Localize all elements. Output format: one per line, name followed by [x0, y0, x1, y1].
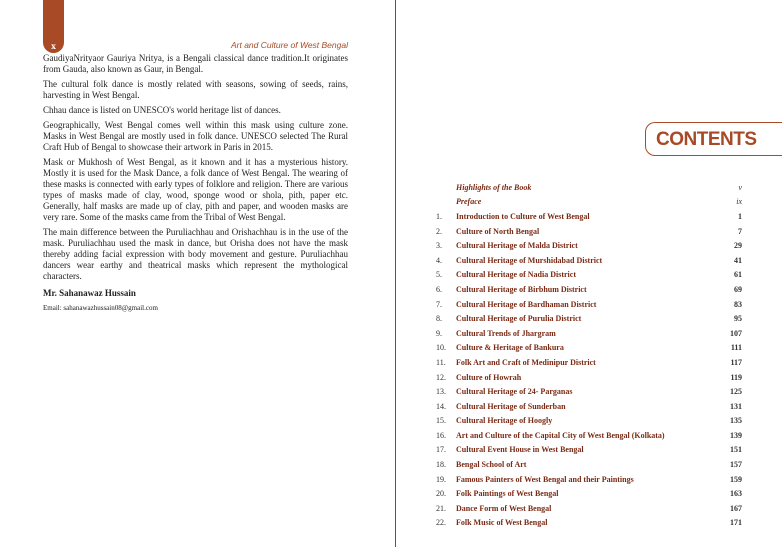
toc-num: 4. [436, 255, 442, 265]
toc-entry[interactable] [436, 355, 742, 370]
toc-num: 8. [436, 314, 442, 324]
toc-entry[interactable] [436, 195, 742, 210]
toc-title: Cultural Trends of Jhargram [456, 328, 556, 338]
toc-title: Folk Music of West Bengal [456, 518, 548, 528]
toc-page: 157 [730, 460, 742, 470]
toc-num: 9. [436, 328, 442, 338]
contents-heading: CONTENTS [645, 122, 782, 156]
toc-num: 17. [436, 445, 446, 455]
toc-num: 21. [436, 503, 446, 513]
toc-title: Folk Paintings of West Bengal [456, 489, 559, 499]
email: Email: sahanawazhussain08@gmail.com [43, 304, 158, 312]
paragraph: Mask or Mukhosh of West Bengal, as it known and it has a mysterious history. Mostly it is used for the Mask Dance, a folk dance of West Bengal. The wearing of these masks is connected with early types of folklore and religion. There are various types of masks made of clay, wood, sponge wood or shola, pith, paper etc. Generally, half masks are made up of clay, pith and paper, and wooden masks are very rare. Some of the masks came from the Tribal of West Bengal. [43, 157, 348, 222]
page-gutter [395, 0, 396, 547]
toc-title: Bengal School of Art [456, 460, 527, 470]
page-number-tab: x [43, 0, 64, 53]
toc-entry[interactable] [436, 326, 742, 341]
toc-num: 1. [436, 211, 442, 221]
toc-entry[interactable] [436, 180, 742, 195]
toc-entry[interactable] [436, 399, 742, 414]
toc-entry[interactable] [436, 209, 742, 224]
toc-num: 5. [436, 270, 442, 280]
toc-title: Famous Painters of West Bengal and their Paintings [456, 474, 634, 484]
toc-entry[interactable] [436, 443, 742, 458]
toc-title: Preface [456, 197, 482, 207]
toc-entry[interactable] [436, 370, 742, 385]
toc-entry[interactable] [436, 311, 742, 326]
toc-entry[interactable] [436, 253, 742, 268]
toc-num: 10. [436, 343, 446, 353]
toc-entry[interactable] [436, 297, 742, 312]
toc-title: Cultural Event House in West Bengal [456, 445, 584, 455]
toc-page: 171 [730, 518, 742, 528]
toc-num: 14. [436, 401, 446, 411]
toc-entry[interactable] [436, 341, 742, 356]
toc-title: Cultural Heritage of Hoogly [456, 416, 553, 426]
paragraph: Geographically, West Bengal comes well within this mask using culture zone. Masks in West Bengal are mostly used in folk dance. UNESCO selected The Rural Craft Hub of Bengal to showcase their artwork in Paris in 2015. [43, 120, 348, 152]
author: Mr. Sahanawaz Hussain [43, 288, 136, 298]
toc-title: Culture of Howrah [456, 372, 522, 382]
toc-entry[interactable] [436, 501, 742, 516]
toc-page: 119 [730, 372, 742, 382]
toc-page: 1 [738, 211, 742, 221]
toc-num: 3. [436, 241, 442, 251]
toc-entry[interactable] [436, 516, 742, 531]
toc-num: 22. [436, 518, 446, 528]
toc-title: Cultural Heritage of Murshidabad District [456, 255, 603, 265]
toc-num: 11. [436, 357, 446, 367]
toc-page: ix [736, 197, 742, 207]
paragraph: The cultural folk dance is mostly related with seasons, sowing of seeds, rains, harvesting in West Bengal. [43, 79, 348, 100]
toc-page: 111 [730, 343, 742, 353]
toc-page: 139 [730, 430, 742, 440]
toc-page: 159 [730, 474, 742, 484]
toc-page: 69 [734, 284, 742, 294]
toc-page: v [738, 182, 742, 192]
toc-page: 61 [734, 270, 742, 280]
toc-entry[interactable] [436, 428, 742, 443]
toc-num: 12. [436, 372, 446, 382]
toc-page: 125 [730, 387, 742, 397]
left-page-body [43, 53, 348, 318]
toc-title: Cultural Heritage of Nadia District [456, 270, 576, 280]
toc-page: 107 [730, 328, 742, 338]
toc-title: Introduction to Culture of West Bengal [456, 211, 590, 221]
toc-entry[interactable] [436, 282, 742, 297]
toc-page: 131 [730, 401, 742, 411]
toc-page: 83 [734, 299, 742, 309]
toc-num: 18. [436, 460, 446, 470]
toc-entry[interactable] [436, 224, 742, 239]
toc-page: 151 [730, 445, 742, 455]
toc-title: Cultural Heritage of Birbhum District [456, 284, 587, 294]
toc-entry[interactable] [436, 414, 742, 429]
paragraph: The main difference between the Puruliachhau and Orishachhau is in the use of the mask. Puruliachhau used the mask in dance, but Orisha does not have the mask thereby adding facial expression with body movement and gesture. Puruliachhau dancers wear earthy and theatrical masks which represent the mythological characters. [43, 227, 348, 281]
toc-title: Cultural Heritage of Malda District [456, 241, 578, 251]
toc-page: 7 [738, 226, 742, 236]
toc-entry[interactable] [436, 472, 742, 487]
toc-num: 20. [436, 489, 446, 499]
toc-title: Cultural Heritage of 24- Parganas [456, 387, 573, 397]
running-head: Art and Culture of West Bengal [230, 40, 348, 50]
paragraph: GaudiyaNrityaor Gauriya Nritya, is a Bengali classical dance tradition.It originates from Gauda, also known as Gaur, in Bengal. [43, 53, 348, 74]
toc-page: 163 [730, 489, 742, 499]
toc-page: 117 [730, 357, 742, 367]
toc-title: Highlights of the Book [456, 182, 532, 192]
toc-num: 15. [436, 416, 446, 426]
toc-num: 19. [436, 474, 446, 484]
table-of-contents [436, 180, 742, 530]
toc-page: 41 [734, 255, 742, 265]
toc-title: Folk Art and Craft of Medinipur District [456, 357, 596, 367]
paragraph: Chhau dance is listed on UNESCO's world heritage list of dances. [43, 105, 281, 115]
toc-page: 95 [734, 314, 742, 324]
toc-num: 13. [436, 387, 446, 397]
toc-page: 135 [730, 416, 742, 426]
toc-num: 2. [436, 226, 442, 236]
toc-num: 16. [436, 430, 446, 440]
toc-title: Culture & Heritage of Bankura [456, 343, 564, 353]
toc-title: Cultural Heritage of Purulia District [456, 314, 582, 324]
toc-title: Cultural Heritage of Bardhaman District [456, 299, 597, 309]
toc-entry[interactable] [436, 384, 742, 399]
toc-entry[interactable] [436, 268, 742, 283]
toc-entry[interactable] [436, 238, 742, 253]
toc-num: 6. [436, 284, 442, 294]
toc-num: 7. [436, 299, 442, 309]
toc-title: Culture of North Bengal [456, 226, 540, 236]
toc-page: 167 [730, 503, 742, 513]
toc-title: Dance Form of West Bengal [456, 503, 552, 513]
toc-title: Art and Culture of the Capital City of West Bengal (Kolkata) [456, 430, 665, 440]
toc-entry[interactable] [436, 457, 742, 472]
toc-page: 29 [734, 241, 742, 251]
toc-entry[interactable] [436, 486, 742, 501]
toc-title: Cultural Heritage of Sunderban [456, 401, 566, 411]
